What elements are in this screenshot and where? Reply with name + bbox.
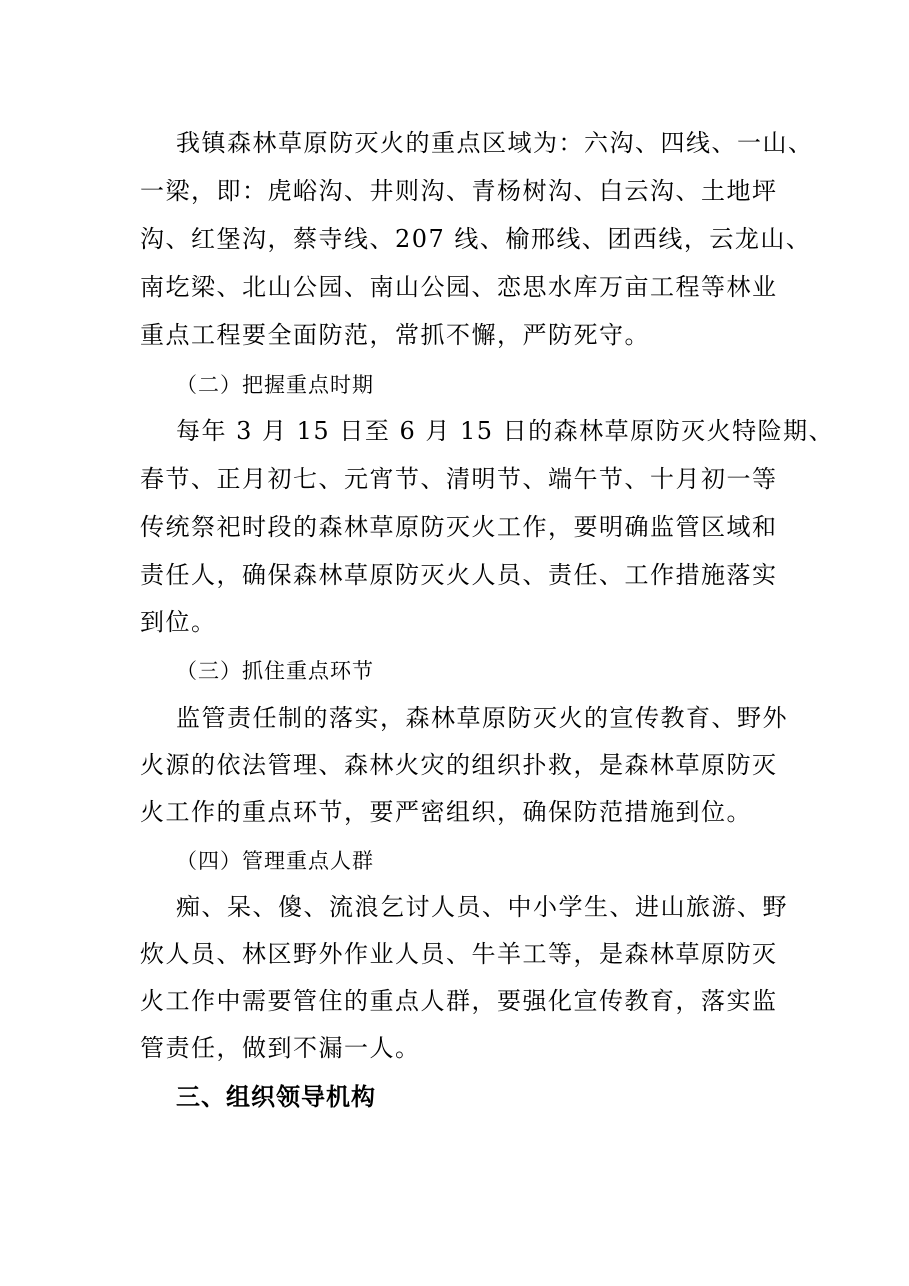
paragraph-line: 我镇森林草原防灭火的重点区域为：六沟、四线、一山、	[176, 129, 814, 157]
paragraph-line: 一梁，即：虎峪沟、井则沟、青杨树沟、白云沟、土地坪	[140, 177, 778, 205]
paragraph-line: 每年 3 月 15 日至 6 月 15 日的森林草原防灭火特险期、	[176, 417, 835, 445]
paragraph-line: 火源的依法管理、森林火灾的组织扑救，是森林草原防灭	[140, 751, 778, 779]
paragraph-line: 传统祭祀时段的森林草原防灭火工作，要明确监管区域和	[140, 513, 778, 541]
paragraph-line: 到位。	[140, 608, 217, 636]
paragraph-line: 责任人，确保森林草原防灭火人员、责任、工作措施落实	[140, 561, 778, 589]
paragraph-line: 春节、正月初七、元宵节、清明节、端午节、十月初一等	[140, 465, 778, 493]
paragraph-line: 火工作中需要管住的重点人群，要强化宣传教育，落实监	[140, 987, 778, 1015]
paragraph-line: 重点工程要全面防范，常抓不懈，严防死守。	[140, 321, 650, 349]
paragraph-line: 火工作的重点环节，要严密组织，确保防范措施到位。	[140, 798, 752, 826]
section-heading: （二）把握重点时期	[176, 373, 374, 397]
paragraph-line: 炊人员、林区野外作业人员、牛羊工等，是森林草原防灭	[140, 940, 778, 968]
paragraph-line: 痴、呆、傻、流浪乞讨人员、中小学生、进山旅游、野	[176, 893, 788, 921]
section-heading: （四）管理重点人群	[176, 849, 374, 873]
section-heading: （三）抓住重点环节	[176, 659, 374, 683]
paragraph-line: 南圪梁、北山公园、南山公园、恋思水库万亩工程等林业	[140, 273, 778, 301]
paragraph-line: 沟、红堡沟，蔡寺线、207 线、榆邢线、团西线，云龙山、	[140, 225, 812, 253]
section-title: 三、组织领导机构	[176, 1082, 376, 1111]
paragraph-line: 监管责任制的落实，森林草原防灭火的宣传教育、野外	[176, 704, 788, 732]
paragraph-line: 管责任，做到不漏一人。	[140, 1034, 421, 1062]
